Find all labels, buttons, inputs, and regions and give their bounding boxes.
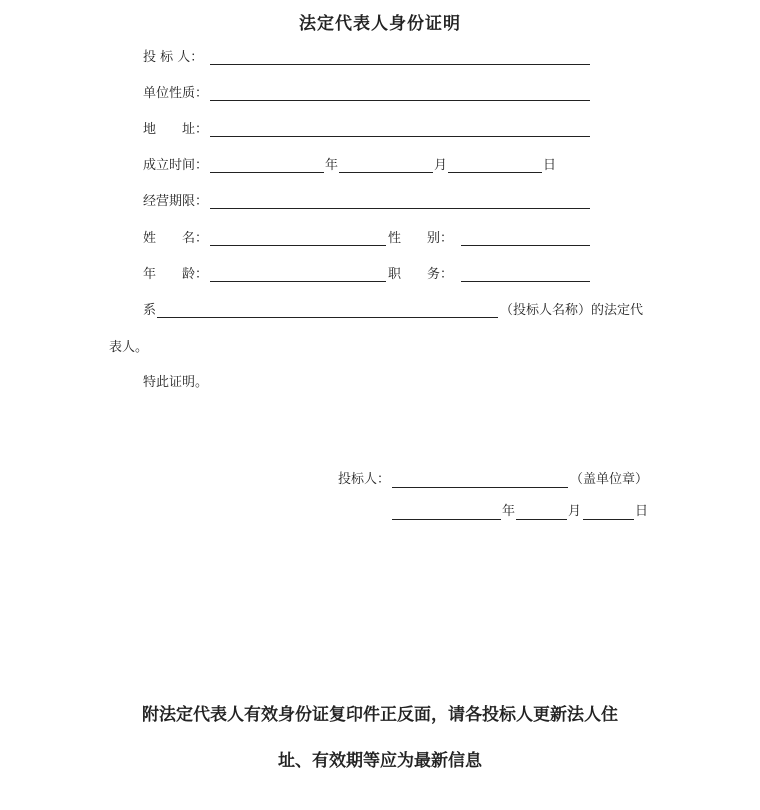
established-day-unit: 日 — [543, 158, 557, 173]
seal-note: （盖单位章） — [570, 472, 649, 487]
business-period-label: 经营期限： — [143, 194, 209, 209]
signature-day-unit: 日 — [635, 504, 649, 519]
established-year-unit: 年 — [325, 158, 339, 173]
address-input-line[interactable] — [210, 136, 590, 137]
signature-bidder-line[interactable] — [392, 487, 568, 488]
age-input-line[interactable] — [210, 281, 386, 282]
gender-input-line[interactable] — [461, 245, 590, 246]
established-month-unit: 月 — [434, 158, 448, 173]
certify-text: 特此证明。 — [143, 375, 209, 390]
name-label: 姓 名： — [143, 231, 209, 246]
name-input-line[interactable] — [210, 245, 386, 246]
bidder-name-input-line[interactable] — [157, 317, 498, 318]
signature-year-line[interactable] — [392, 519, 501, 520]
gender-label: 性 别： — [388, 231, 454, 246]
bidder-input-line[interactable] — [210, 64, 590, 65]
statement-continuation: 表人。 — [109, 340, 149, 355]
position-input-line[interactable] — [461, 281, 590, 282]
business-period-input-line[interactable] — [210, 208, 590, 209]
established-month-line[interactable] — [339, 172, 433, 173]
notice-line-2: 址、有效期等应为最新信息 — [278, 751, 482, 771]
unit-nature-label: 单位性质： — [143, 86, 209, 101]
signature-bidder-label: 投标人： — [338, 472, 391, 487]
established-day-line[interactable] — [448, 172, 542, 173]
unit-nature-input-line[interactable] — [210, 100, 590, 101]
position-label: 职 务： — [388, 267, 454, 282]
address-label: 地 址： — [143, 122, 209, 137]
signature-month-unit: 月 — [568, 504, 582, 519]
statement-prefix: 系 — [143, 303, 157, 318]
established-label: 成立时间： — [143, 158, 209, 173]
age-label: 年 龄： — [143, 267, 209, 282]
statement-suffix: （投标人名称）的法定代 — [500, 303, 644, 318]
established-year-line[interactable] — [210, 172, 324, 173]
page-title: 法定代表人身份证明 — [299, 14, 461, 34]
signature-day-line[interactable] — [583, 519, 634, 520]
bidder-label: 投 标 人： — [143, 50, 204, 65]
notice-line-1: 附法定代表人有效身份证复印件正反面，请各投标人更新法人住 — [142, 705, 618, 725]
signature-month-line[interactable] — [516, 519, 567, 520]
signature-year-unit: 年 — [502, 504, 516, 519]
